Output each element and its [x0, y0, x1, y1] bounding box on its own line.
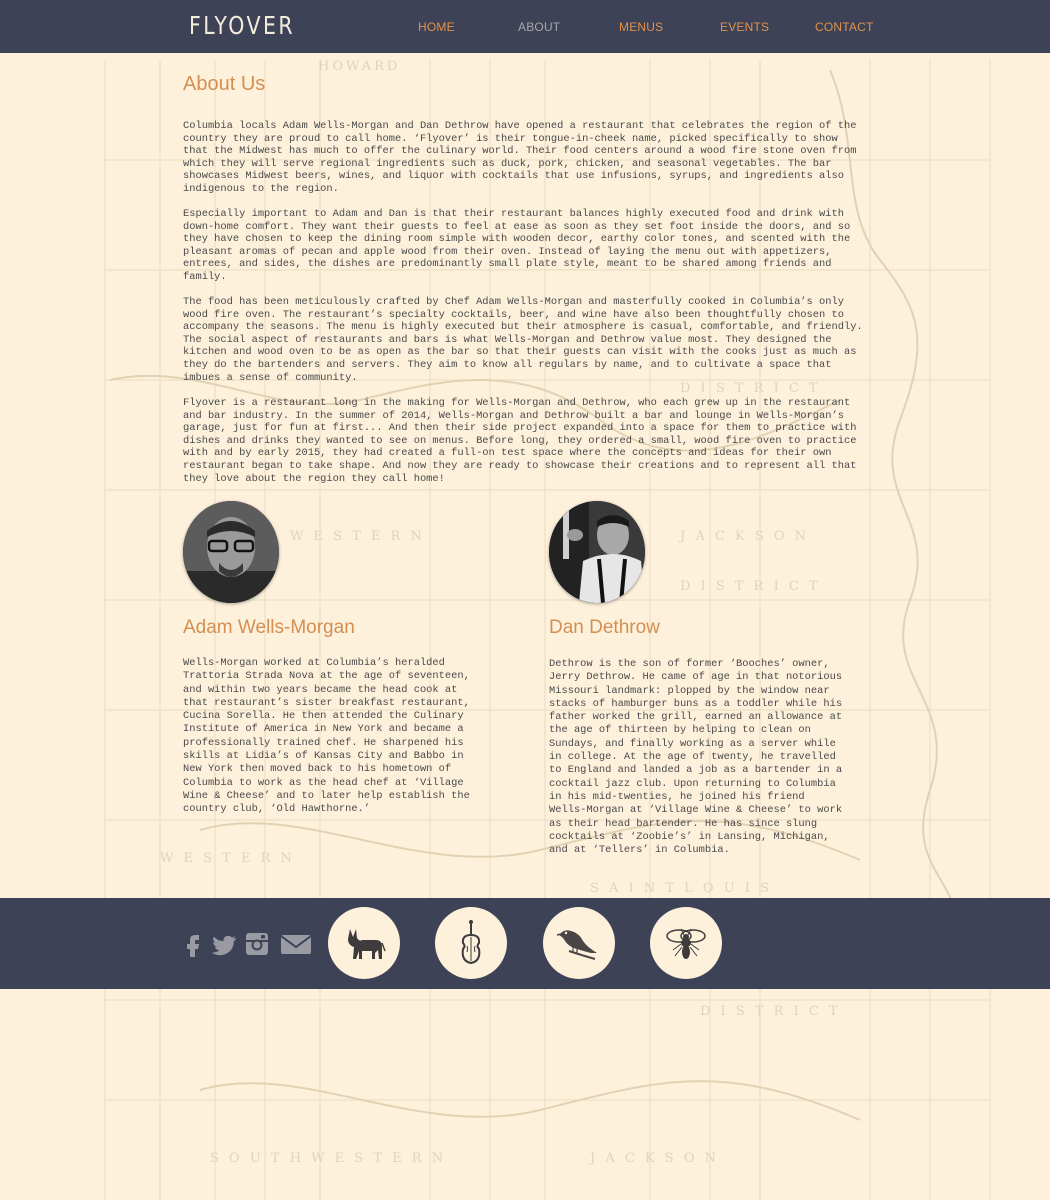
top-navigation-bar — [0, 0, 1050, 53]
site-logo[interactable]: FLYOVER — [189, 11, 296, 40]
nav-home[interactable]: HOME — [418, 20, 455, 34]
map-label-district-2: D I S T R I C T — [680, 579, 821, 594]
nav-about[interactable]: ABOUT — [518, 20, 561, 34]
donkey-icon — [342, 923, 386, 963]
nav-events[interactable]: EVENTS — [720, 20, 770, 34]
mail-icon[interactable] — [280, 931, 312, 957]
about-paragraph-1: Columbia locals Adam Wells-Morgan and Dan Dethrow have opened a restaurant that celebrates the region of the country they are proud to call home. ‘Flyover’ is their tongue-in-cheek name, picked specifically to show that the Midwest has much to offer the culinary world. Their food centers around a wood fire stone oven from which they will serve regional ingredients such as duck, pork, chicken, and seasonal vegetables. The bar showcases Midwest beers, wines, and liquor with cocktails that use infusions, syrups, and ingredients also indigenous to the region. — [183, 120, 857, 195]
about-paragraph-2: Especially important to Adam and Dan is that their restaurant balances highly executed food and drink with down-home comfort. They want their guests to feel at ease as soon as they set foot inside the doors, and so they have chosen to keep the dining room simple with wooden decor, earthy color tones, and scented with the pleasant aromas of pecan and apple wood from their oven. Instead of laying the menu out with appetizers, entrees, and sides, the dishes are predominantly small plate style, meant to be shared among friends and family. — [183, 208, 851, 283]
map-label-south-western: S O U T H W E S T E R N — [210, 1151, 447, 1166]
bee-icon — [661, 926, 711, 960]
person-bio-dan: Dethrow is the son of former ‘Booches’ owner, Jerry Dethrow. He came of age in that notorious Missouri landmark: plopped by the window near stacks of hamburger buns as a toddler while his father worked the grill, earned an allowance at the age of thirteen by helping to clean on Sundays, and finally working as a server while in college. At the age of twenty, he travelled to England and landed a job as a bartender in a cocktail jazz club. Upon returning to Columbia in his mid-twenties, he joined his friend Wells-Morgan at ‘Village Wine & Cheese’ to work as their head bartender. He has since slung cocktails at ‘Zoobie’s’ in Lansing, Michigan, and at ‘Tellers’ in Columbia. — [549, 658, 843, 857]
map-label-saint-louis: S A I N T L O U I S — [590, 881, 772, 896]
avatar-adam — [183, 501, 279, 603]
map-label-district-3: D I S T R I C T — [700, 1004, 841, 1019]
facebook-icon[interactable] — [180, 931, 206, 957]
about-paragraph-4: Flyover is a restaurant long in the making for Wells-Morgan and Dethrow, who each grew up in the restaurant and bar industry. In the summer of 2014, Wells-Morgan and Dethrow built a bar and lounge in Wells-Morgan’s garage, just for fun at first... And then their side project expanded into a space for them to practice with dishes and drinks they wanted to see on menus. Before long, they ordered a small, wood fire oven to practice with and by early 2015, they had created a full-on test space where the concepts and ideas for their own restaurant began to take shape. And now they are ready to showcase their creations and to represent all that they love about the region they call home! — [183, 397, 857, 485]
nav-contact[interactable]: CONTACT — [815, 20, 874, 34]
map-label-jackson-2: J A C K S O N — [590, 1151, 719, 1166]
page-title: About Us — [183, 73, 266, 95]
instagram-icon[interactable] — [244, 931, 270, 957]
avatar-dan — [549, 501, 645, 603]
map-label-howard: HOWARD — [318, 59, 401, 74]
person-bio-adam: Wells-Morgan worked at Columbia’s heralded Trattoria Strada Nova at the age of seventeen, and within two years became the head cook at that restaurant’s sister breakfast restaurant, Cucina Sorella. He then attended the Culinary Institute of America in New York and became a professionally trained chef. He sharpened his skills at Lidia’s of Kansas City and Babbo in New York then moved back to his hometown of Columbia to work as the head chef at ‘Village Wine & Cheese’ and to later help establish the country club, ‘Old Hawthorne.’ — [183, 657, 470, 816]
violin-badge[interactable] — [435, 907, 507, 979]
footer-bar — [0, 898, 1050, 989]
twitter-icon[interactable] — [212, 931, 238, 957]
map-label-district: D I S T R I C T — [680, 381, 821, 396]
violin-icon — [457, 919, 485, 967]
map-label-western-2: W E S T E R N — [160, 851, 295, 866]
map-label-western: W E S T E R N — [290, 529, 425, 544]
person-name-dan: Dan Dethrow — [549, 617, 660, 638]
map-label-jackson: J A C K S O N — [680, 529, 809, 544]
bee-badge[interactable] — [650, 907, 722, 979]
person-name-adam: Adam Wells-Morgan — [183, 617, 355, 638]
donkey-badge[interactable] — [328, 907, 400, 979]
bird-icon — [555, 923, 603, 963]
about-paragraph-3: The food has been meticulously crafted by Chef Adam Wells-Morgan and masterfully cooked in Columbia’s only wood fire oven. The restaurant’s specialty cocktails, beer, and wine have also been thoughtfully chosen to accompany the seasons. The menu is highly executed but their atmosphere is casual, comfortable, and friendly. The social aspect of restaurants and bars is what Wells-Morgan and Dethrow value most. They designed the kitchen and wood oven to be as open as the bar so that their guests can visit with the cooks just as much as they do the bartenders and servers. They aim to know all regulars by name, and to cultivate a space that imbues a sense of community. — [183, 296, 863, 384]
bird-badge[interactable] — [543, 907, 615, 979]
nav-menus[interactable]: MENUS — [619, 20, 664, 34]
